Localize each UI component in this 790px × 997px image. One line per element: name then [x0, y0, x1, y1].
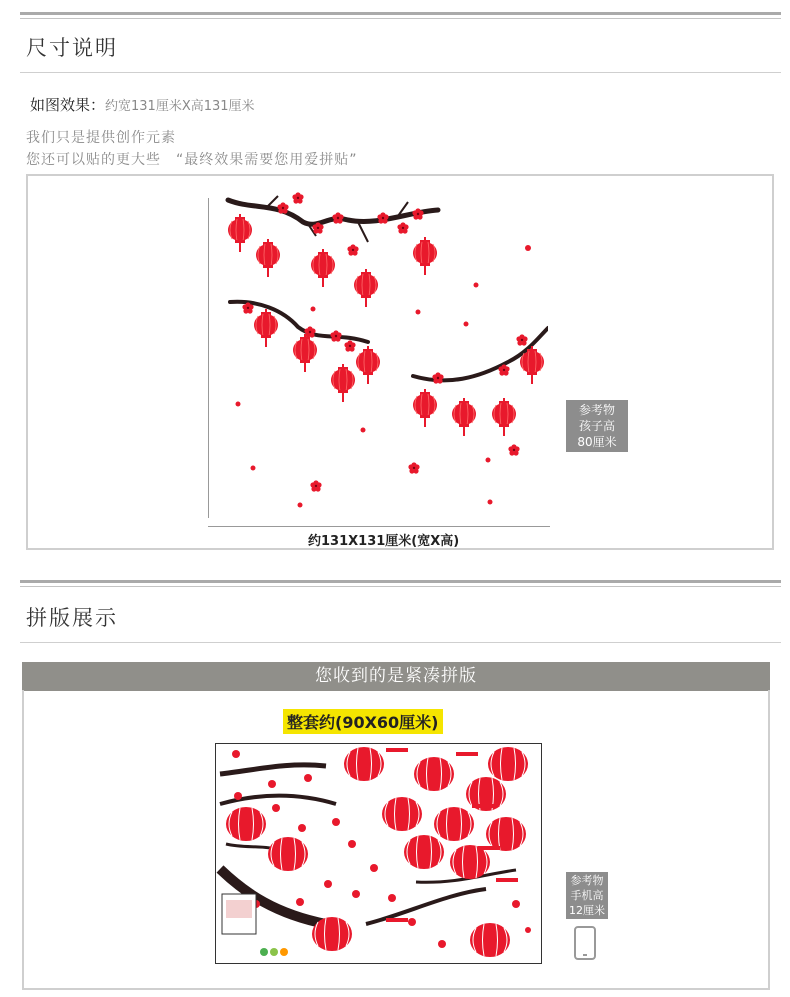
- effect-value: 约宽131厘米X高131厘米: [105, 99, 255, 114]
- size-tag: 整套约(90X60厘米): [283, 709, 443, 734]
- width-guide-line: [208, 526, 550, 527]
- section2-title-underline: [20, 642, 781, 643]
- reference-child-badge: [566, 400, 628, 452]
- sticker-sheet-artwork: [216, 744, 541, 963]
- section2-divider: [20, 580, 781, 588]
- section-title-layout: 拼版展示: [26, 606, 118, 630]
- reference-line: 参考物: [578, 403, 615, 417]
- section-title-underline: [20, 72, 781, 73]
- phone-icon: [574, 926, 596, 960]
- layout-banner: 您收到的是紧凑拼版: [22, 662, 770, 691]
- dimension-label: 约131X131厘米(宽X高): [308, 534, 460, 549]
- effect-preview-frame: [26, 174, 774, 550]
- effect-label: 如图效果：: [30, 96, 106, 114]
- reference-line: 80厘米: [577, 435, 617, 449]
- reference-line: 12厘米: [569, 904, 605, 917]
- reference-phone-badge: [566, 872, 608, 919]
- reference-line: 手机高: [570, 889, 604, 902]
- top-divider: [20, 12, 781, 20]
- sticker-sheet: [215, 743, 542, 964]
- reference-line: 参考物: [570, 874, 604, 887]
- section-title-size: 尺寸说明: [26, 36, 118, 60]
- plum-blossom-lantern-illustration: [208, 192, 548, 524]
- reference-line: 孩子高: [578, 419, 615, 433]
- wall-decal-preview: [208, 192, 548, 524]
- effect-row: [30, 94, 255, 115]
- note-line-2: 您还可以贴的更大些 “最终效果需要您用爱拼贴”: [26, 152, 358, 168]
- note-line-1: 我们只是提供创作元素: [26, 130, 176, 146]
